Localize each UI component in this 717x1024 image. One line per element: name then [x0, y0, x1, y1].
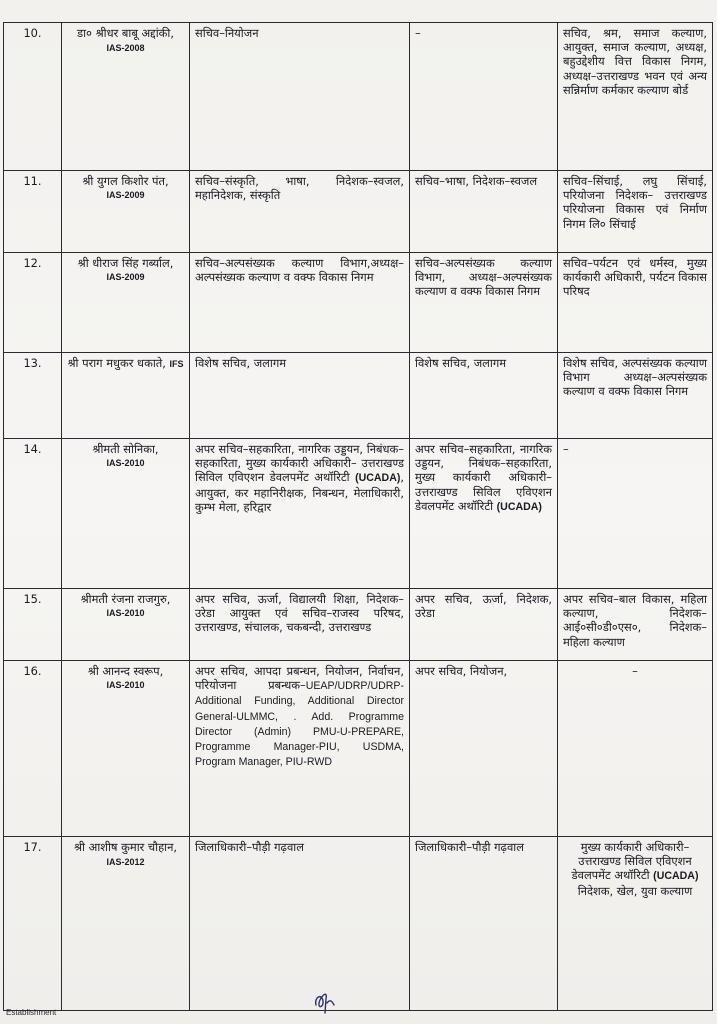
service-batch: IFS: [169, 359, 184, 369]
serial-number: 17.: [4, 837, 62, 1011]
additional-charge: –: [558, 661, 713, 837]
additional-charge-text: निदेशक, खेल, युवा कल्याण: [577, 883, 693, 898]
additional-charge: –: [558, 439, 713, 589]
officer-name: डा० श्रीधर बाबू अद्दांकी,: [77, 26, 174, 40]
previous-posting: [190, 439, 410, 589]
ucada-abbr: (UCADA): [355, 472, 401, 485]
previous-posting: सचिव–नियोजन: [190, 23, 410, 171]
previous-posting: सचिव–अल्पसंख्यक कल्याण विभाग,अध्यक्ष–अल्पसंख्यक कल्याण व वक्फ विकास निगम: [190, 253, 410, 353]
service-batch: IAS-2010: [106, 608, 145, 619]
previous-posting-text: अपर सचिव–सहकारिता, नागरिक उड्डयन, निबंधक–सहकारिता, मुख्य कार्यकारी अधिकारी– उत्तराखण्ड सिविल एविएशन डेवलपमेंट अथॉरिटी: [195, 442, 404, 485]
previous-posting-text: अपर सचिव, आपदा प्रबन्धन, नियोजन, निर्वाचन, परियोजना प्रबन्धक–: [195, 664, 404, 693]
previous-posting-english: UEAP/UDRP/UDRP-Additional Funding, Additional Director General-ULMMC, . Add. Programme Director (Admin) PMU-U-PREPARE, Programme Manager-PIU, USDMA, Program Manager, PIU-RWD: [195, 680, 404, 769]
additional-charge-text: मुख्य कार्यकारी अधिकारी– उत्तराखण्ड सिविल एविएशन डेवलपमेंट अथॉरिटी: [571, 840, 692, 883]
additional-charge: अपर सचिव–बाल विकास, महिला कल्याण, निदेशक–आई०सी०डी०एस०, निदेशक–महिला कल्याण: [558, 589, 713, 661]
new-posting: सचिव–भाषा, निदेशक–स्वजल: [410, 171, 558, 253]
table-row: [4, 23, 713, 171]
previous-posting: जिलाधिकारी–पौड़ी गढ़वाल: [190, 837, 410, 1011]
officer-name: श्री धीराज सिंह गर्ब्याल,: [77, 256, 174, 270]
table-row: [4, 439, 713, 589]
previous-posting: सचिव–संस्कृति, भाषा, निदेशक–स्वजल, महानिदेशक, संस्कृति: [190, 171, 410, 253]
officer-name: श्रीमती सोनिका,: [92, 442, 159, 456]
officer-name-cell: [62, 661, 190, 837]
previous-posting: अपर सचिव, ऊर्जा, विद्यालयी शिक्षा, निदेशक–उरेडा आयुक्त एवं सचिव–राजस्व परिषद, उत्तराखण्ड, संचालक, चकबन्दी, उत्तराखण्ड: [190, 589, 410, 661]
previous-posting-text: , आयुक्त, कर महानिरीक्षक, निबन्धन, मेलाधिकारी, कुम्भ मेला, हरिद्वार: [195, 470, 404, 514]
transfer-orders-table: [3, 22, 713, 1011]
ucada-abbr: (UCADA): [496, 500, 542, 513]
serial-number: 13.: [4, 353, 62, 439]
officer-name-cell: [62, 253, 190, 353]
serial-number: 14.: [4, 439, 62, 589]
previous-posting: [190, 661, 410, 837]
serial-number: 15.: [4, 589, 62, 661]
additional-charge: सचिव–पर्यटन एवं धर्मस्व, मुख्य कार्यकारी अधिकारी, पर्यटन विकास परिषद: [558, 253, 713, 353]
officer-name-cell: [62, 837, 190, 1011]
table-row: [4, 661, 713, 837]
additional-charge: सचिव–सिंचाई, लघु सिंचाई, परियोजना निदेशक– उत्तराखण्ड परियोजना विकास एवं निर्माण निगम लि० सिंचाई: [558, 171, 713, 253]
table-row: [4, 837, 713, 1011]
officer-name: श्री पराग मधुकर धकाते,: [67, 356, 166, 370]
officer-name: श्री युगल किशोर पंत,: [82, 174, 169, 188]
service-batch: IAS-2009: [106, 272, 145, 283]
new-posting: अपर सचिव, नियोजन,: [410, 661, 558, 837]
serial-number: 12.: [4, 253, 62, 353]
new-posting: जिलाधिकारी–पौड़ी गढ़वाल: [410, 837, 558, 1011]
officer-name-cell: [62, 353, 190, 439]
serial-number: 16.: [4, 661, 62, 837]
officer-name: श्रीमती रंजना राजगुरु,: [80, 592, 171, 606]
officer-name-cell: [62, 439, 190, 589]
service-batch: IAS-2010: [106, 680, 145, 691]
officer-name-cell: [62, 589, 190, 661]
service-batch: IAS-2010: [106, 458, 145, 469]
new-posting: [410, 439, 558, 589]
new-posting: अपर सचिव, ऊर्जा, निदेशक, उरेडा: [410, 589, 558, 661]
new-posting: सचिव–अल्पसंख्यक कल्याण विभाग, अध्यक्ष–अल्पसंख्यक कल्याण व वक्फ विकास निगम: [410, 253, 558, 353]
service-batch: IAS-2009: [106, 190, 145, 201]
footer-label: Establishment: [6, 1008, 57, 1017]
additional-charge: सचिव, श्रम, समाज कल्याण, आयुक्त, समाज कल्याण, अध्यक्ष, बहुउद्देशीय वित्त विकास निगम, अध्यक्ष–उत्तराखण्ड भवन एवं अन्य सन्निर्माण कर्मकार कल्याण बोर्ड: [558, 23, 713, 171]
service-batch: IAS-2012: [106, 857, 145, 868]
previous-posting: विशेष सचिव, जलागम: [190, 353, 410, 439]
additional-charge: [558, 837, 713, 1011]
officer-name: श्री आशीष कुमार चौहान,: [73, 840, 178, 854]
table-row: [4, 171, 713, 253]
ucada-abbr: (UCADA): [653, 870, 699, 883]
new-posting: विशेष सचिव, जलागम: [410, 353, 558, 439]
service-batch: IAS-2008: [106, 43, 145, 54]
serial-number: 10.: [4, 23, 62, 171]
table-row: [4, 353, 713, 439]
new-posting: –: [410, 23, 558, 171]
new-posting-text: अपर सचिव–सहकारिता, नागरिक उड्डयन, निबंधक–सहकारिता, मुख्य कार्यकारी अधिकारी–उत्तराखण्ड सिविल एविएशन डेवलपमेंट अथॉरिटी: [415, 442, 552, 513]
officer-name-cell: [62, 23, 190, 171]
signature-mark: [310, 985, 340, 1015]
serial-number: 11.: [4, 171, 62, 253]
officer-name: श्री आनन्द स्वरूप,: [87, 664, 164, 678]
table-row: [4, 253, 713, 353]
officer-name-cell: [62, 171, 190, 253]
table-row: [4, 589, 713, 661]
additional-charge: विशेष सचिव, अल्पसंख्यक कल्याण विभाग अध्यक्ष–अल्पसंख्यक कल्याण व वक्फ विकास निगम: [558, 353, 713, 439]
